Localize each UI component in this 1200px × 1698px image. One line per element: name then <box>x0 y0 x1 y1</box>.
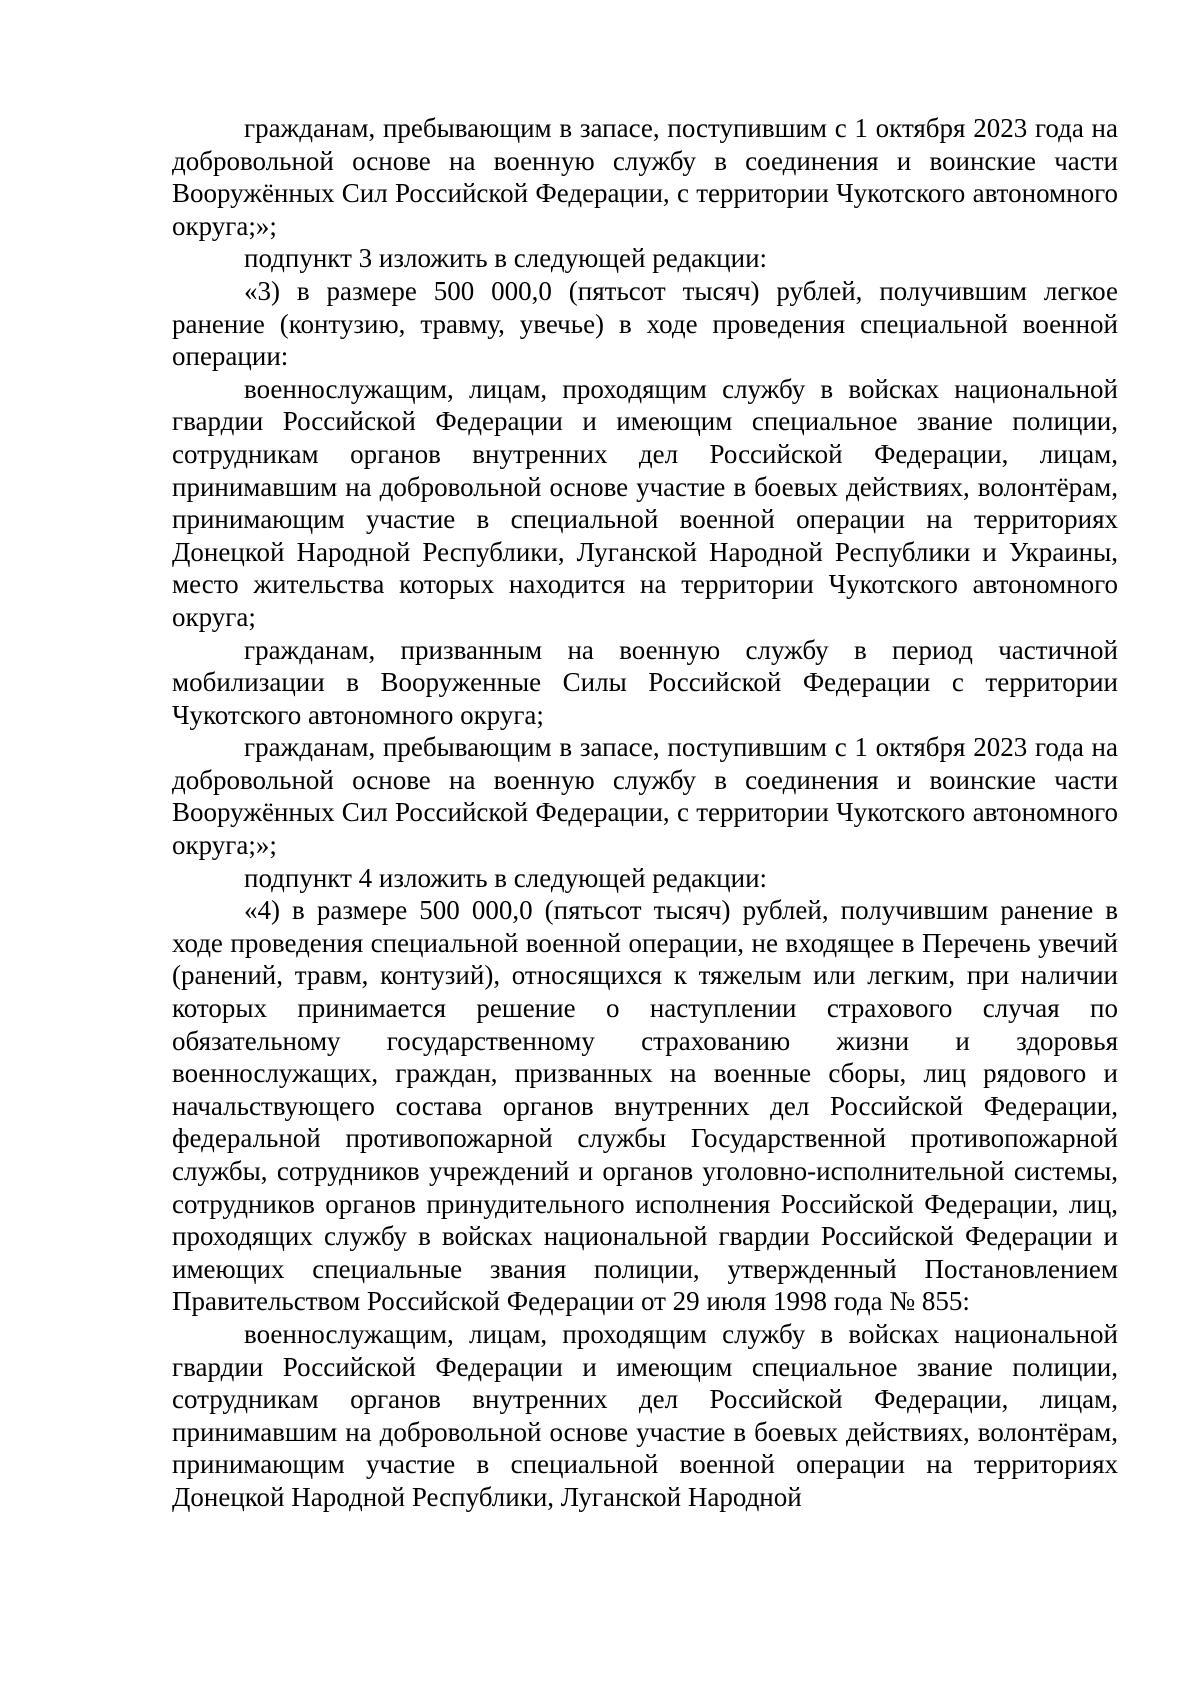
document-body <box>172 112 1118 1514</box>
paragraph-9: военнослужащим, лицам, проходящим службу в войсках национальной гвардии Российской Федерации и имеющим специальное звание полиции, сотрудникам органов внутренних дел Российской Федерации, лицам, принимавшим на добровольной основе участие в боевых действиях, волонтёрам, принимающим участие в специальной военной операции на территориях Донецкой Народной Республики, Луганской Народной <box>172 1318 1118 1512</box>
paragraph-5: гражданам, призванным на военную службу в период частичной мобилизации в Вооруженные Силы Российской Федерации с территории Чукотского автономного округа; <box>172 634 1118 730</box>
paragraph-8: «4) в размере 500 000,0 (пятьсот тысяч) рублей, получившим ранение в ходе проведения специальной военной операции, не входящее в Перечень увечий (ранений, травм, контузий), относящихся к тяжелым или легким, при наличии которых принимается решение о наступлении страхового случая по обязательному государственному страхованию жизни и здоровья военнослужащих, граждан, призванных на военные сборы, лиц рядового и начальствующего состава органов внутренних дел Российской Федерации, федеральной противопожарной службы Государственной противопожарной службы, сотрудников учреждений и органов уголовно-исполнительной системы, сотрудников органов принудительного исполнения Российской Федерации, лиц, проходящих службу в войсках национальной гвардии Российской Федерации и имеющих специальные звания полиции, утвержденный Постановлением Правительством Российской Федерации от 29 июля 1998 года № 855: <box>172 895 1118 1317</box>
paragraph-7: подпункт 4 изложить в следующей редакции: <box>244 862 768 893</box>
paragraph-2: подпункт 3 изложить в следующей редакции: <box>244 243 768 274</box>
paragraph-6: гражданам, пребывающим в запасе, поступившим с 1 октября 2023 года на добровольной основе на военную службу в соединения и воинские части Вооружённых Сил Российской Федерации, с территории Чукотского автономного округа;»; <box>172 732 1118 861</box>
paragraph-4: военнослужащим, лицам, проходящим службу в войсках национальной гвардии Российской Федерации и имеющим специальное звание полиции, сотрудникам органов внутренних дел Российской Федерации, лицам, принимавшим на добровольной основе участие в боевых действиях, волонтёрам, принимающим участие в специальной военной операции на территориях Донецкой Народной Республики, Луганской Народной Республики и Украины, место жительства которых находится на территории Чукотского автономного округа; <box>172 373 1118 632</box>
paragraph-3: «3) в размере 500 000,0 (пятьсот тысяч) рублей, получившим легкое ранение (контузию, травму, увечье) в ходе проведения специальной военной операции: <box>172 275 1118 372</box>
paragraph-1: гражданам, пребывающим в запасе, поступившим с 1 октября 2023 года на добровольной основе на военную службу в соединения и воинские части Вооружённых Сил Российской Федерации, с территории Чукотского автономного округа;»; <box>172 113 1118 241</box>
